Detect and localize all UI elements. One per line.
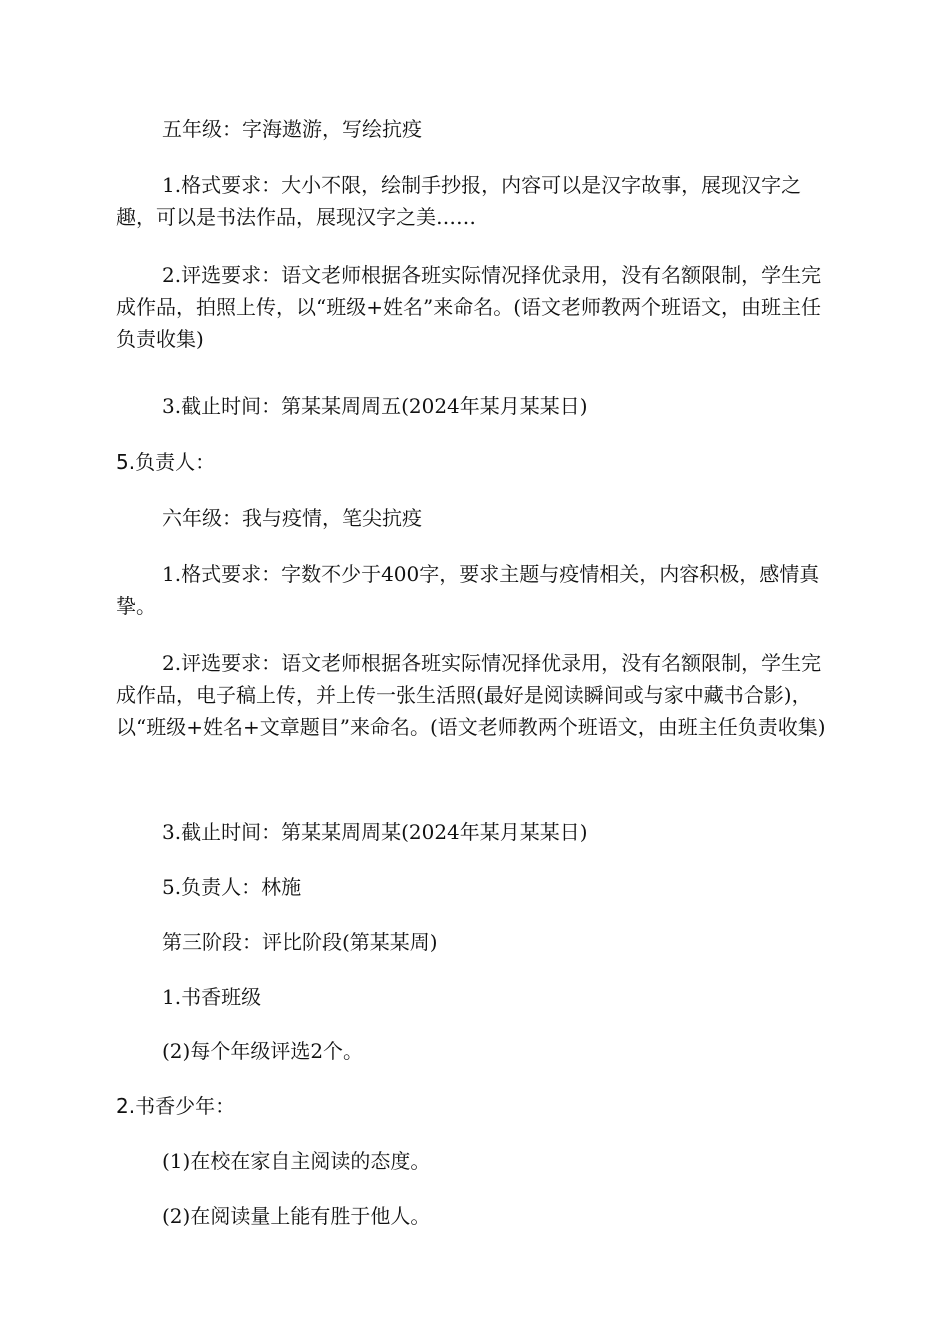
reading-youth-criterion-1: (1)在校在家自主阅读的态度。: [162, 1149, 431, 1173]
reading-class-criterion: (2)每个年级评选2个。: [162, 1039, 364, 1063]
reading-youth-criterion-2: (2)在阅读量上能有胜于他人。: [162, 1204, 431, 1228]
stage3-heading: 第三阶段：评比阶段(第某某周): [162, 930, 438, 954]
grade5-heading: 五年级：字海遨游，写绘抗疫: [162, 117, 422, 141]
grade6-format-requirement: 1.格式要求：字数不少于400字，要求主题与疫情相关，内容积极，感情真挚。: [116, 562, 820, 618]
grade6-selection-requirement: 2.评选要求：语文老师根据各班实际情况择优录用，没有名额限制，学生完成作品，电子稿上传，并上传一张生活照(最好是阅读瞬间或与家中藏书合影)，以“班级+姓名+文章题目”来命名。(语文老师教两个班语文，由班主任负责收集): [116, 651, 826, 739]
grade6-heading: 六年级：我与疫情，笔尖抗疫: [162, 506, 422, 530]
grade5-format-requirement: 1.格式要求：大小不限，绘制手抄报，内容可以是汉字故事，展现汉字之趣，可以是书法作品，展现汉字之美……: [116, 173, 802, 229]
grade5-owner: 5.负责人：: [116, 450, 216, 474]
grade5-deadline: 3.截止时间：第某某周周五(2024年某月某某日): [162, 394, 588, 418]
grade5-selection-requirement: 2.评选要求：语文老师根据各班实际情况择优录用，没有名额限制，学生完成作品，拍照上传，以“班级+姓名”来命名。(语文老师教两个班语文，由班主任负责收集): [116, 263, 822, 351]
reading-class-item: 1.书香班级: [162, 985, 262, 1009]
reading-youth-item: 2.书香少年：: [116, 1094, 236, 1118]
grade6-deadline: 3.截止时间：第某某周周某(2024年某月某某日): [162, 820, 588, 844]
grade6-owner: 5.负责人：林施: [162, 875, 302, 899]
